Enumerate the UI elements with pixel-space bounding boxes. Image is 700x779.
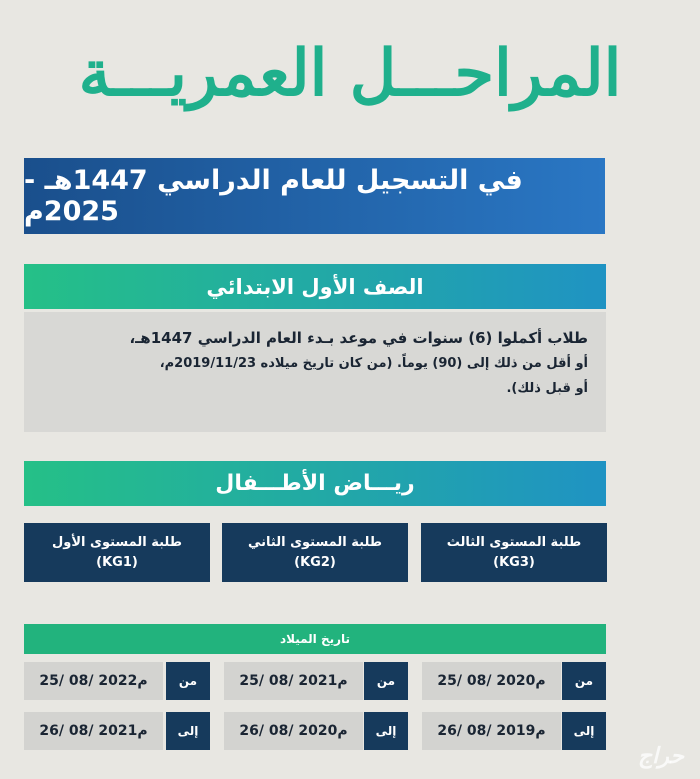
to-tag-kg2: إلى — [364, 712, 408, 750]
primary-description — [24, 312, 606, 432]
kg2-box — [222, 523, 408, 582]
to-date-kg2: 26/ 08/ 2020م — [224, 712, 363, 750]
from-tag-kg2: من — [364, 662, 408, 700]
kg1-name: طلبة المستوى الأول — [52, 534, 182, 550]
from-tag-kg3: من — [562, 662, 606, 700]
kg-heading: ريـــاض الأطـــفال — [24, 461, 606, 506]
to-date-kg1: 26/ 08/ 2021م — [24, 712, 163, 750]
kg1-box — [24, 523, 210, 582]
kg1-code: (KG1) — [96, 554, 138, 570]
primary-line-1: طلاب أكملوا (6) سنوات في موعد بـدء العام الدراسي 1447هـ، — [129, 329, 588, 347]
primary-heading: الصف الأول الابتدائي — [24, 264, 606, 309]
to-tag-kg3: إلى — [562, 712, 606, 750]
kg2-name: طلبة المستوى الثاني — [247, 534, 382, 550]
kg3-code: (KG3) — [493, 554, 535, 570]
kg3-box — [421, 523, 607, 582]
from-tag-kg1: من — [166, 662, 210, 700]
primary-line-2: أو أقل من ذلك إلى (90) يوماً. (من كان تاريخ ميلاده 2019/11/23م، — [159, 356, 588, 371]
primary-line-3: أو قبل ذلك). — [506, 381, 588, 396]
registration-banner: في التسجيل للعام الدراسي 1447هـ - 2025م — [24, 158, 605, 234]
to-tag-kg1: إلى — [166, 712, 210, 750]
to-date-kg3: 26/ 08/ 2019م — [422, 712, 561, 750]
kg2-code: (KG2) — [294, 554, 336, 570]
kg3-name: طلبة المستوى الثالث — [446, 534, 582, 550]
from-date-kg3: 25/ 08/ 2020م — [422, 662, 561, 700]
from-date-kg1: 25/ 08/ 2022م — [24, 662, 163, 700]
page-title: المراحـــل العمريـــة — [78, 36, 622, 111]
birthdate-heading: تاريخ الميلاد — [24, 624, 606, 654]
site-watermark: حراج — [637, 744, 684, 769]
from-date-kg2: 25/ 08/ 2021م — [224, 662, 363, 700]
